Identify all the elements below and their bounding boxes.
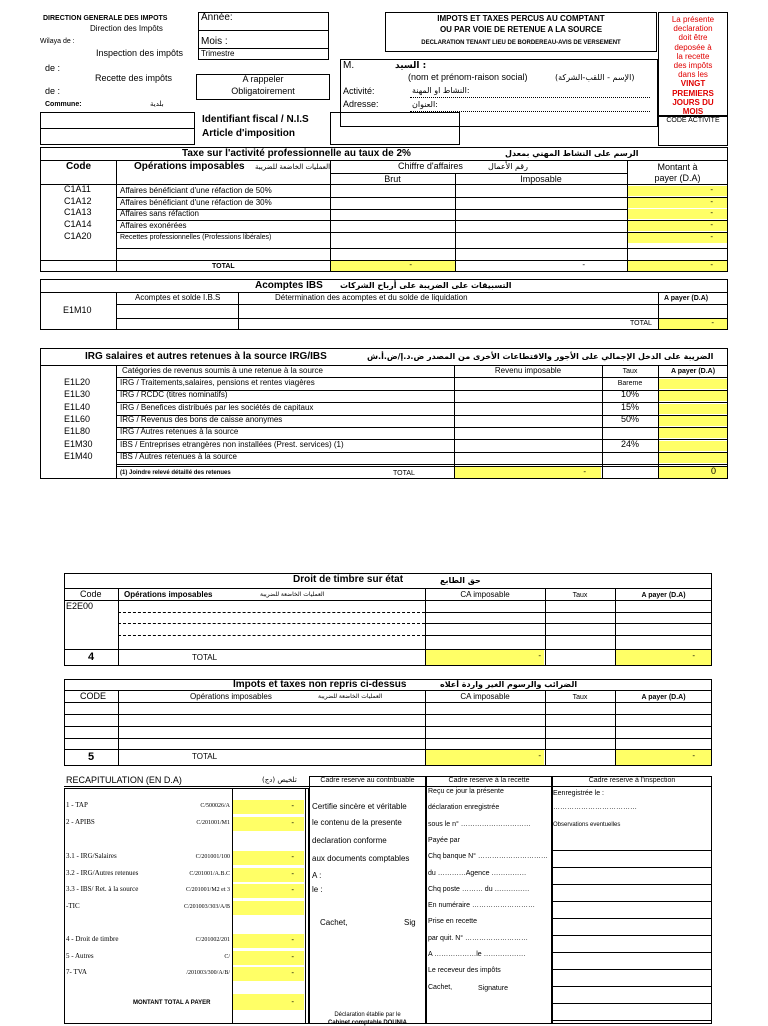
tap-montant-header: Montant à xyxy=(657,162,698,172)
m-ar-label: السيد : xyxy=(395,61,427,71)
recap-row-amount: - xyxy=(291,885,294,894)
obligatoirement-label: Obligatoirement xyxy=(231,86,295,96)
inspection-frame-title: Cadre reserve à l'inspection xyxy=(588,777,676,784)
timbre-total-amount: - xyxy=(692,651,695,660)
autres-total-ca: - xyxy=(538,751,541,760)
recette-line: du …………Agence …………… xyxy=(428,869,527,877)
tap-row-code: C1A14 xyxy=(64,219,92,229)
ibs-col-determination: Détermination des acomptes et du solde de liquidation xyxy=(275,293,468,302)
commune-label: Commune: xyxy=(45,101,82,108)
tap-total-label: TOTAL xyxy=(212,263,235,270)
recap-row-label: 7- TVA xyxy=(66,968,87,976)
ibs-total-label: TOTAL xyxy=(630,320,652,327)
recap-title: RECAPITULATION (EN D.A) xyxy=(66,775,182,785)
recap-row-amount: - xyxy=(291,935,294,944)
timbre-col-payer: A payer (D.A) xyxy=(641,592,686,599)
recap-row-code: C/201001/M2 et 3 xyxy=(185,887,230,893)
tap-row-amount: - xyxy=(710,197,713,206)
recette-line: Reçu ce jour la présente xyxy=(428,788,504,795)
timbre-title: Droit de timbre sur état xyxy=(293,574,404,585)
notice-line: deposée à xyxy=(674,42,712,52)
timbre-col-ops: Opérations imposables xyxy=(124,590,213,599)
contribuable-line: le : xyxy=(312,885,323,894)
irg-row-code: E1M40 xyxy=(64,451,93,461)
recap-row-code: C/ xyxy=(224,954,230,960)
recap-row-code: C/201002/201 xyxy=(195,937,230,943)
irg-row-taux: 15% xyxy=(620,402,639,412)
form-title-3: DECLARATION TENANT LIEU DE BORDEREAU-AVIS DE VERSEMENT xyxy=(421,40,621,46)
irg-title-ar: الضريبة على الدخل الإجمالي على الأجور والاقتطاعات الأخرى من المصدر ض.د.إ/ض.أ.ش xyxy=(367,352,714,361)
notice-text xyxy=(658,15,728,116)
autres-col-ca: CA imposable xyxy=(460,692,510,701)
notice-line: JOURS DU xyxy=(672,97,714,107)
contribuable-line: declaration conforme xyxy=(312,836,387,845)
irg-col-taux: Taux xyxy=(622,368,638,375)
recette-line: Prise en recette xyxy=(428,918,478,926)
timbre-col-ops-ar: العمليات الخاضعة للضريبة xyxy=(260,591,325,598)
irg-row-label: IRG / Traitements,salaires, pensions et rentes viagères xyxy=(120,378,315,387)
tap-row-amount: - xyxy=(710,185,713,194)
recap-row-code: C/500026/A xyxy=(200,803,230,809)
wilaya-label: Wilaya de : xyxy=(40,38,75,45)
tap-total-amount: - xyxy=(710,260,713,269)
contribuable-sig: Sig xyxy=(404,918,416,927)
autres-title-ar: الضرائب والرسوم الغير واردة أعلاه xyxy=(440,680,578,689)
recap-row-amount: - xyxy=(291,801,294,810)
contribuable-frame-title: Cadre reserve au contribuable xyxy=(320,777,415,784)
direction-generale-text: DIRECTION GENERALE DES IMPOTS xyxy=(43,15,168,22)
contribuable-line: Certifie sincère et véritable xyxy=(312,802,407,811)
montant-total-label: MONTANT TOTAL A PAYER xyxy=(133,1000,211,1006)
autres-col-taux: Taux xyxy=(572,694,588,701)
notice-line: des impôts xyxy=(673,61,713,71)
tap-imposable-header: Imposable xyxy=(520,174,562,184)
autres-col-payer: A payer (D.A) xyxy=(641,694,686,701)
adresse-label: Adresse: xyxy=(343,99,379,109)
recap-row-label: -TIC xyxy=(66,902,80,910)
recette-line: Cachet, xyxy=(428,983,453,991)
contribuable-frame xyxy=(309,776,426,1024)
tap-ca-header: Chiffre d'affaires xyxy=(398,161,463,171)
recap-row-amount: - xyxy=(291,869,294,878)
autres-col-ops: Opérations imposables xyxy=(190,692,272,701)
notice-line: La présente xyxy=(671,15,715,24)
inspection-label: Inspection des impôts xyxy=(96,48,184,58)
tap-row-code: C1A20 xyxy=(64,231,92,241)
direction-impots-text: Direction des Impôts xyxy=(90,24,163,33)
inspection-de-label: de : xyxy=(45,63,61,73)
m-label: M. xyxy=(343,60,355,71)
recap-row-code: C/201003/303/A/B xyxy=(183,904,230,910)
tap-code-header: Code xyxy=(66,161,91,172)
recap-row-amount: - xyxy=(291,968,294,977)
tap-row-code: C1A12 xyxy=(64,196,92,206)
timbre-col-code: Code xyxy=(80,589,102,599)
trimestre-label: Trimestre xyxy=(201,49,235,58)
notice-line: dans les xyxy=(678,70,708,80)
irg-row-label: IBS / Entreprises etrangères non installées (Prest. services) (1) xyxy=(120,440,344,449)
autres-num: 5 xyxy=(88,751,95,763)
notice-line: MOIS xyxy=(682,107,704,117)
timbre-title-ar: حق الطابع xyxy=(440,576,481,585)
ibs-code: E1M10 xyxy=(63,305,92,315)
identifiant-fiscal-label: Identifiant fiscal / N.I.S xyxy=(202,114,309,125)
contribuable-line: aux documents comptables xyxy=(312,854,410,863)
ibs-title-ar: التسبيقات على الضريبة على أرباح الشركات xyxy=(340,281,512,290)
ibs-total-amount: - xyxy=(711,318,714,327)
annee-label: Année: xyxy=(201,12,233,23)
contribuable-cachet: Cachet, xyxy=(320,918,348,927)
notice-line: la recette xyxy=(676,51,710,61)
irg-row-code: E1L60 xyxy=(64,414,91,424)
irg-row-code: E1L20 xyxy=(64,377,91,387)
notice-line: doit être xyxy=(678,33,708,43)
contribuable-line: le contenu de la presente xyxy=(312,818,402,827)
irg-row-taux: Bareme xyxy=(617,380,643,387)
autres-col-code: CODE xyxy=(80,691,107,701)
code-activite-label: CODE ACTIVITE xyxy=(666,117,720,124)
activite-ar-label: النشاط او المهنة: xyxy=(412,86,470,95)
irg-total-label: TOTAL xyxy=(393,470,415,477)
irg-row-taux: 24% xyxy=(620,439,639,449)
tap-row-amount: - xyxy=(710,220,713,229)
autres-total-amount: - xyxy=(692,751,695,760)
tap-row-label: Affaires sans réfaction xyxy=(120,209,200,218)
recette-line: par quit. N° ……………………… xyxy=(428,934,529,942)
irg-row-label: IRG / RCDC (titres nominatifs) xyxy=(120,390,228,399)
recap-row-label: 1 - TAP xyxy=(66,801,88,809)
autres-col-ops-ar: العمليات الخاضعة للضريبة xyxy=(318,693,383,700)
ibs-col-payer: A payer (D.A) xyxy=(664,295,709,302)
tap-row-amount: - xyxy=(710,208,713,217)
recap-row-label: 5 - Autres xyxy=(66,952,94,960)
irg-total-revenu: - xyxy=(583,467,586,476)
tap-title: Taxe sur l'activité professionnelle au taux de 2% xyxy=(182,148,411,159)
irg-row-code: E1L80 xyxy=(64,426,91,436)
tap-row-label: Affaires bénéficiant d'une réfaction de 50% xyxy=(120,186,272,195)
irg-row-label: IRG / Autres retenues à la source xyxy=(120,427,239,436)
recette-line: sous le n° ………………………… xyxy=(428,820,531,828)
tap-total-imposable: - xyxy=(582,260,585,269)
recette-line: Payée par xyxy=(428,836,460,844)
cabinet-comptable: Cabinet comptable DOUNIA xyxy=(327,1020,407,1026)
recap-title-ar: تلخيص (دج) xyxy=(262,776,297,784)
form-title-2: OU PAR VOIE DE RETENUE A LA SOURCE xyxy=(439,25,603,34)
notice-line: PREMIERS xyxy=(672,88,714,98)
recette-frame-title: Cadre reserve à la recette xyxy=(448,777,530,784)
timbre-col-ca: CA imposable xyxy=(460,590,510,599)
irg-row-label: IBS / Autres retenues à la source xyxy=(120,452,237,461)
nom-ar-label: (الإسم - اللقب-الشركة) xyxy=(555,73,635,82)
recette-line: En numéraire ……………………… xyxy=(428,902,535,910)
irg-row-code: E1L40 xyxy=(64,402,91,412)
inspection-dots: ……………………………… xyxy=(553,804,637,811)
tap-title-ar: الرسم على النشاط المهني بمعدل xyxy=(505,149,639,158)
autres-title: Impots et taxes non repris ci-dessus xyxy=(233,679,407,690)
recap-row-label: 3.1 - IRG/Salaires xyxy=(66,852,117,860)
tap-row-code: C1A11 xyxy=(64,184,91,194)
irg-col-revenu: Revenu imposable xyxy=(494,366,562,375)
timbre-total-label: TOTAL xyxy=(192,653,218,662)
form-title-1: IMPOTS ET TAXES PERCUS AU COMPTANT xyxy=(437,14,605,23)
recap-row-amount: - xyxy=(291,952,294,961)
irg-note: (1) Joindre relevé détaillé des retenues xyxy=(120,470,231,476)
tap-total-brut: - xyxy=(409,260,412,269)
nom-label: (nom et prénom-raison social) xyxy=(408,72,528,82)
recette-signature: Signature xyxy=(478,985,508,992)
recette-de-label: de : xyxy=(45,86,61,96)
inspection-observations: Observations eventuelles xyxy=(553,822,621,828)
timbre-row-code: E2E00 xyxy=(66,601,94,611)
irg-col-payer: A payer (D.A) xyxy=(670,368,716,375)
mois-label: Mois : xyxy=(201,36,228,47)
recette-line: déclaration enregistrée xyxy=(428,804,500,812)
recap-row-label: 4 - Droit de timbre xyxy=(66,935,119,943)
recette-line: Chq poste ……… du …………… xyxy=(428,885,530,893)
recap-row-label: 3.2 - IRG/Autres retenues xyxy=(66,869,139,877)
article-imposition-label: Article d'imposition xyxy=(202,128,295,139)
tap-payer-header: payer (D.A) xyxy=(654,173,701,183)
recap-row-label: 3.3 - IBS/ Ret. à la source xyxy=(66,885,139,893)
irg-row-code: E1L30 xyxy=(64,389,91,399)
contribuable-box xyxy=(340,59,658,127)
recap-row-amount: - xyxy=(291,818,294,827)
tap-row-label: Recettes professionnelles (Professions libérales) xyxy=(120,234,272,241)
recap-row-label: 2 - APIBS xyxy=(66,818,95,826)
recap-row-amount: - xyxy=(291,852,294,861)
tap-ca-ar-header: رقم الأعمال xyxy=(488,162,528,171)
recette-label: Recette des impôts xyxy=(95,73,173,83)
recap-row-code: C/201001/100 xyxy=(195,854,230,860)
recette-line: Le receveur des impôts xyxy=(428,967,501,975)
recette-line: Chq banque N° ………………………… xyxy=(428,853,548,861)
autres-total-label: TOTAL xyxy=(192,752,218,761)
timbre-col-taux: Taux xyxy=(572,592,588,599)
declaration-etablie: Déclaration établie par le xyxy=(334,1012,401,1018)
tap-ops-header: Opérations imposables xyxy=(134,161,245,172)
irg-total-amount: 0 xyxy=(710,466,716,476)
recap-row-code: /201003/300/A/B/ xyxy=(186,970,230,976)
adresse-ar-label: العنوان: xyxy=(412,100,438,109)
ibs-title: Acomptes IBS xyxy=(255,280,323,291)
timbre-num: 4 xyxy=(88,651,95,663)
recap-row-code: C/201001/A.B.C xyxy=(189,871,230,877)
recap-row-code: C/201001/M1 xyxy=(196,820,230,826)
tap-row-amount: - xyxy=(710,232,713,241)
tap-row-code: C1A13 xyxy=(64,207,92,217)
recette-line: A ………………le ……………… xyxy=(428,951,526,958)
notice-line: declaration xyxy=(673,24,713,34)
commune-ar-label: بلدية xyxy=(150,100,164,108)
timbre-total-ca: - xyxy=(538,651,541,660)
ibs-col-acomptes: Acomptes et solde I.B.S xyxy=(135,293,221,302)
tap-row-label: Affaires exonérées xyxy=(120,221,187,230)
irg-col-categories: Catégories de revenus soumis à une retenue à la source xyxy=(122,366,324,375)
montant-total-amount: - xyxy=(291,997,294,1006)
irg-row-label: IRG / Revenus des bons de caisse anonymes xyxy=(120,415,283,424)
irg-row-label: IRG / Benefices distribués par les sociétés de capitaux xyxy=(120,403,314,412)
irg-row-code: E1M30 xyxy=(64,439,93,449)
tap-ops-ar-header: العمليات الخاضعة للضريبة xyxy=(255,163,331,171)
notice-line: VINGT xyxy=(680,79,706,89)
irg-title: IRG salaires et autres retenues à la source IRG/IBS xyxy=(85,351,327,362)
irg-row-taux: 50% xyxy=(620,414,639,424)
tap-row-label: Affaires bénéficiant d'une réfaction de 30% xyxy=(120,198,272,207)
irg-row-taux: 10% xyxy=(620,389,639,399)
rappeler-label: A rappeler xyxy=(242,74,284,84)
activite-label: Activité: xyxy=(343,86,375,96)
tap-brut-header: Brut xyxy=(384,174,401,184)
inspection-enregistree: Eenregistrée le : xyxy=(553,790,604,797)
contribuable-line: A : xyxy=(312,871,322,880)
